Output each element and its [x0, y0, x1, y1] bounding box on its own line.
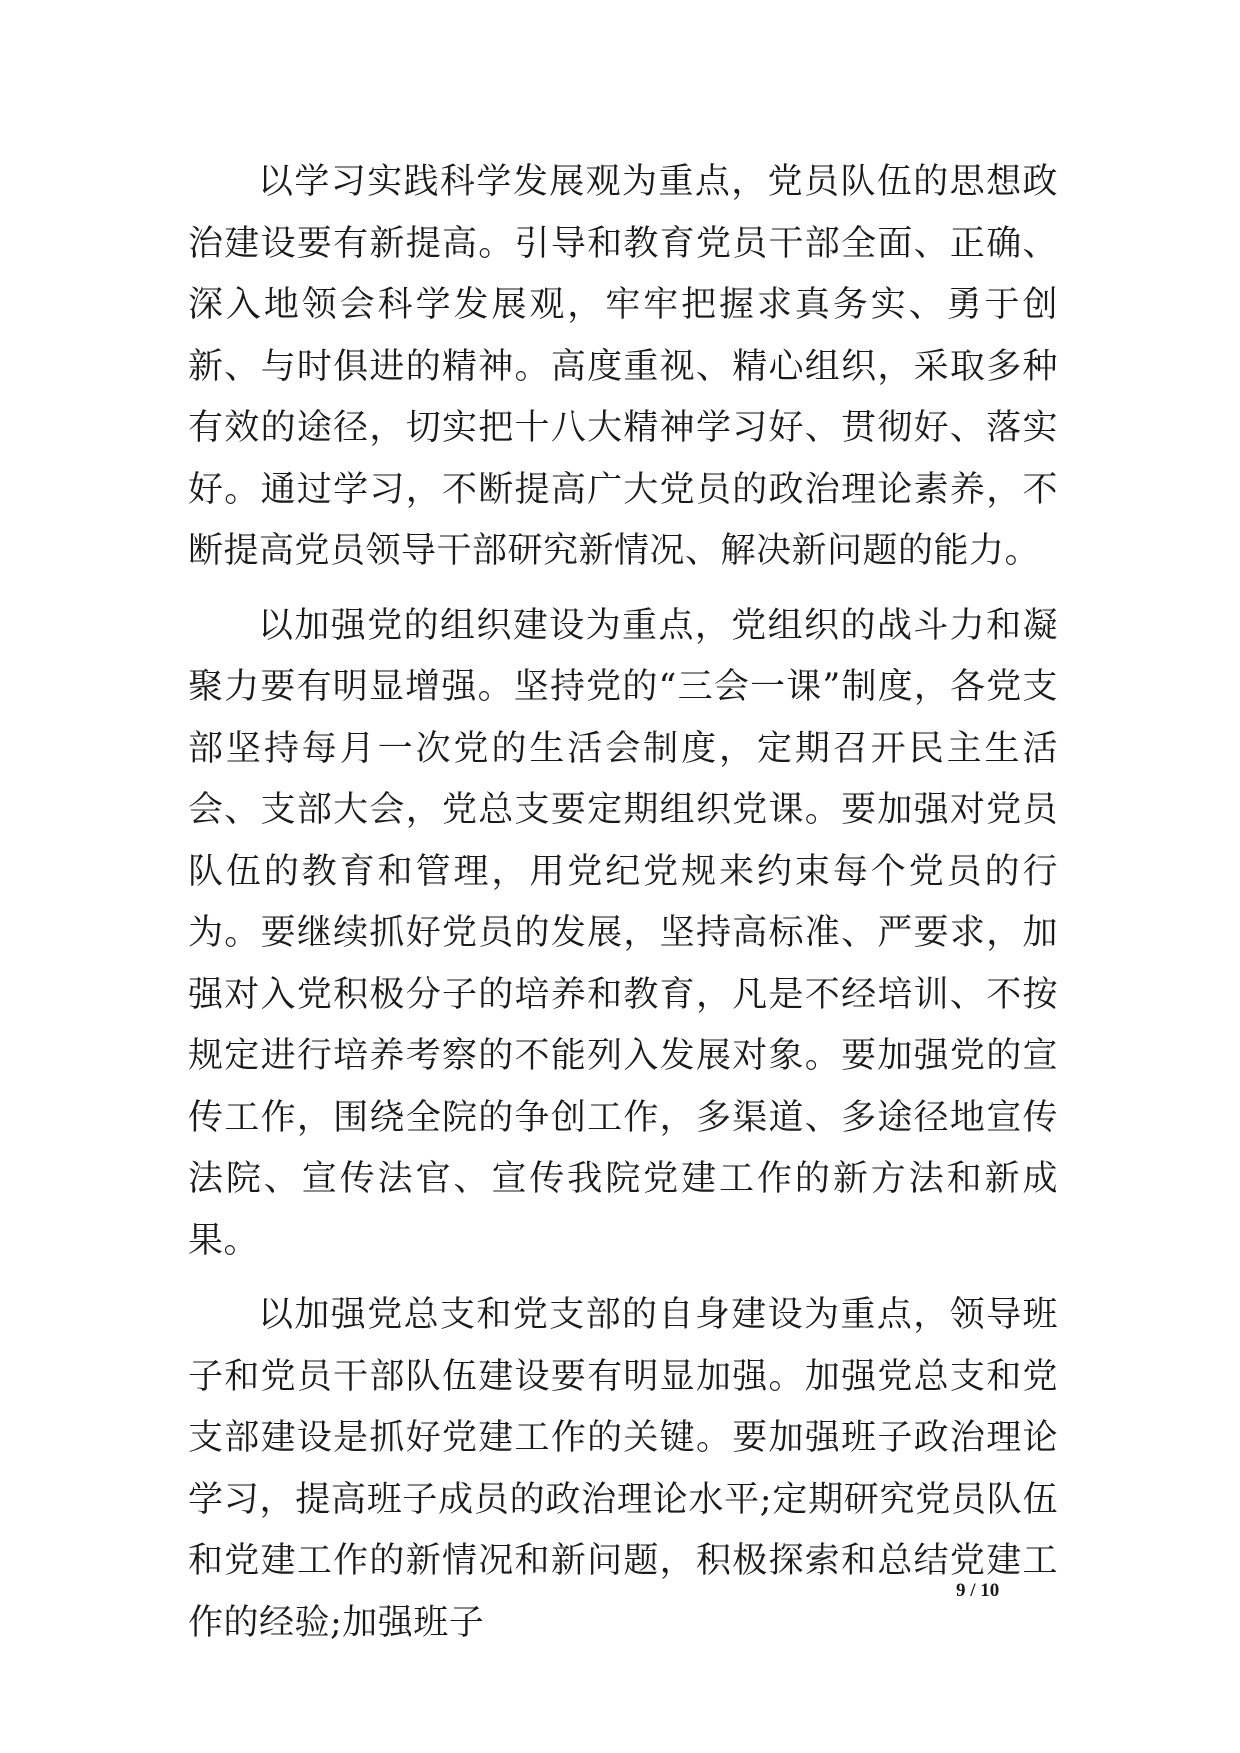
paragraph: 以加强党总支和党支部的自身建设为重点，领导班子和党员干部队伍建设要有明显加强。加强党总支和党支部建设是抓好党建工作的关键。要加强班子政治理论学习，提高班子成员的政治理论水平;定期研究党员队伍和党建工作的新情况和新问题，积极探索和总结党建工作的经验;加强班子 [188, 1295, 1058, 1643]
body-text [188, 152, 1058, 1654]
paragraph: 以学习实践科学发展观为重点，党员队伍的思想政治建设要有新提高。引导和教育党员干部全面、正确、深入地领会科学发展观，牢牢把握求真务实、勇于创新、与时俱进的精神。高度重视、精心组织，采取多种有效的途径，切实把十八大精神学习好、贯彻好、落实好。通过学习，不断提高广大党员的政治理论素养，不断提高党员领导干部研究新情况、解决新问题的能力。 [188, 162, 1058, 571]
page-number: 9 / 10 [956, 1580, 1000, 1601]
paragraph: 以加强党的组织建设为重点，党组织的战斗力和凝聚力要有明显增强。坚持党的“三会一课”制度，各党支部坚持每月一次党的生活会制度，定期召开民主生活会、支部大会，党总支要定期组织党课。要加强对党员队伍的教育和管理，用党纪党规来约束每个党员的行为。要继续抓好党员的发展，坚持高标准、严要求，加强对入党积极分子的培养和教育，凡是不经培训、不按规定进行培养考察的不能列入发展对象。要加强党的宣传工作，围绕全院的争创工作，多渠道、多途径地宣传法院、宣传法官、宣传我院党建工作的新方法和新成果。 [188, 605, 1058, 1261]
